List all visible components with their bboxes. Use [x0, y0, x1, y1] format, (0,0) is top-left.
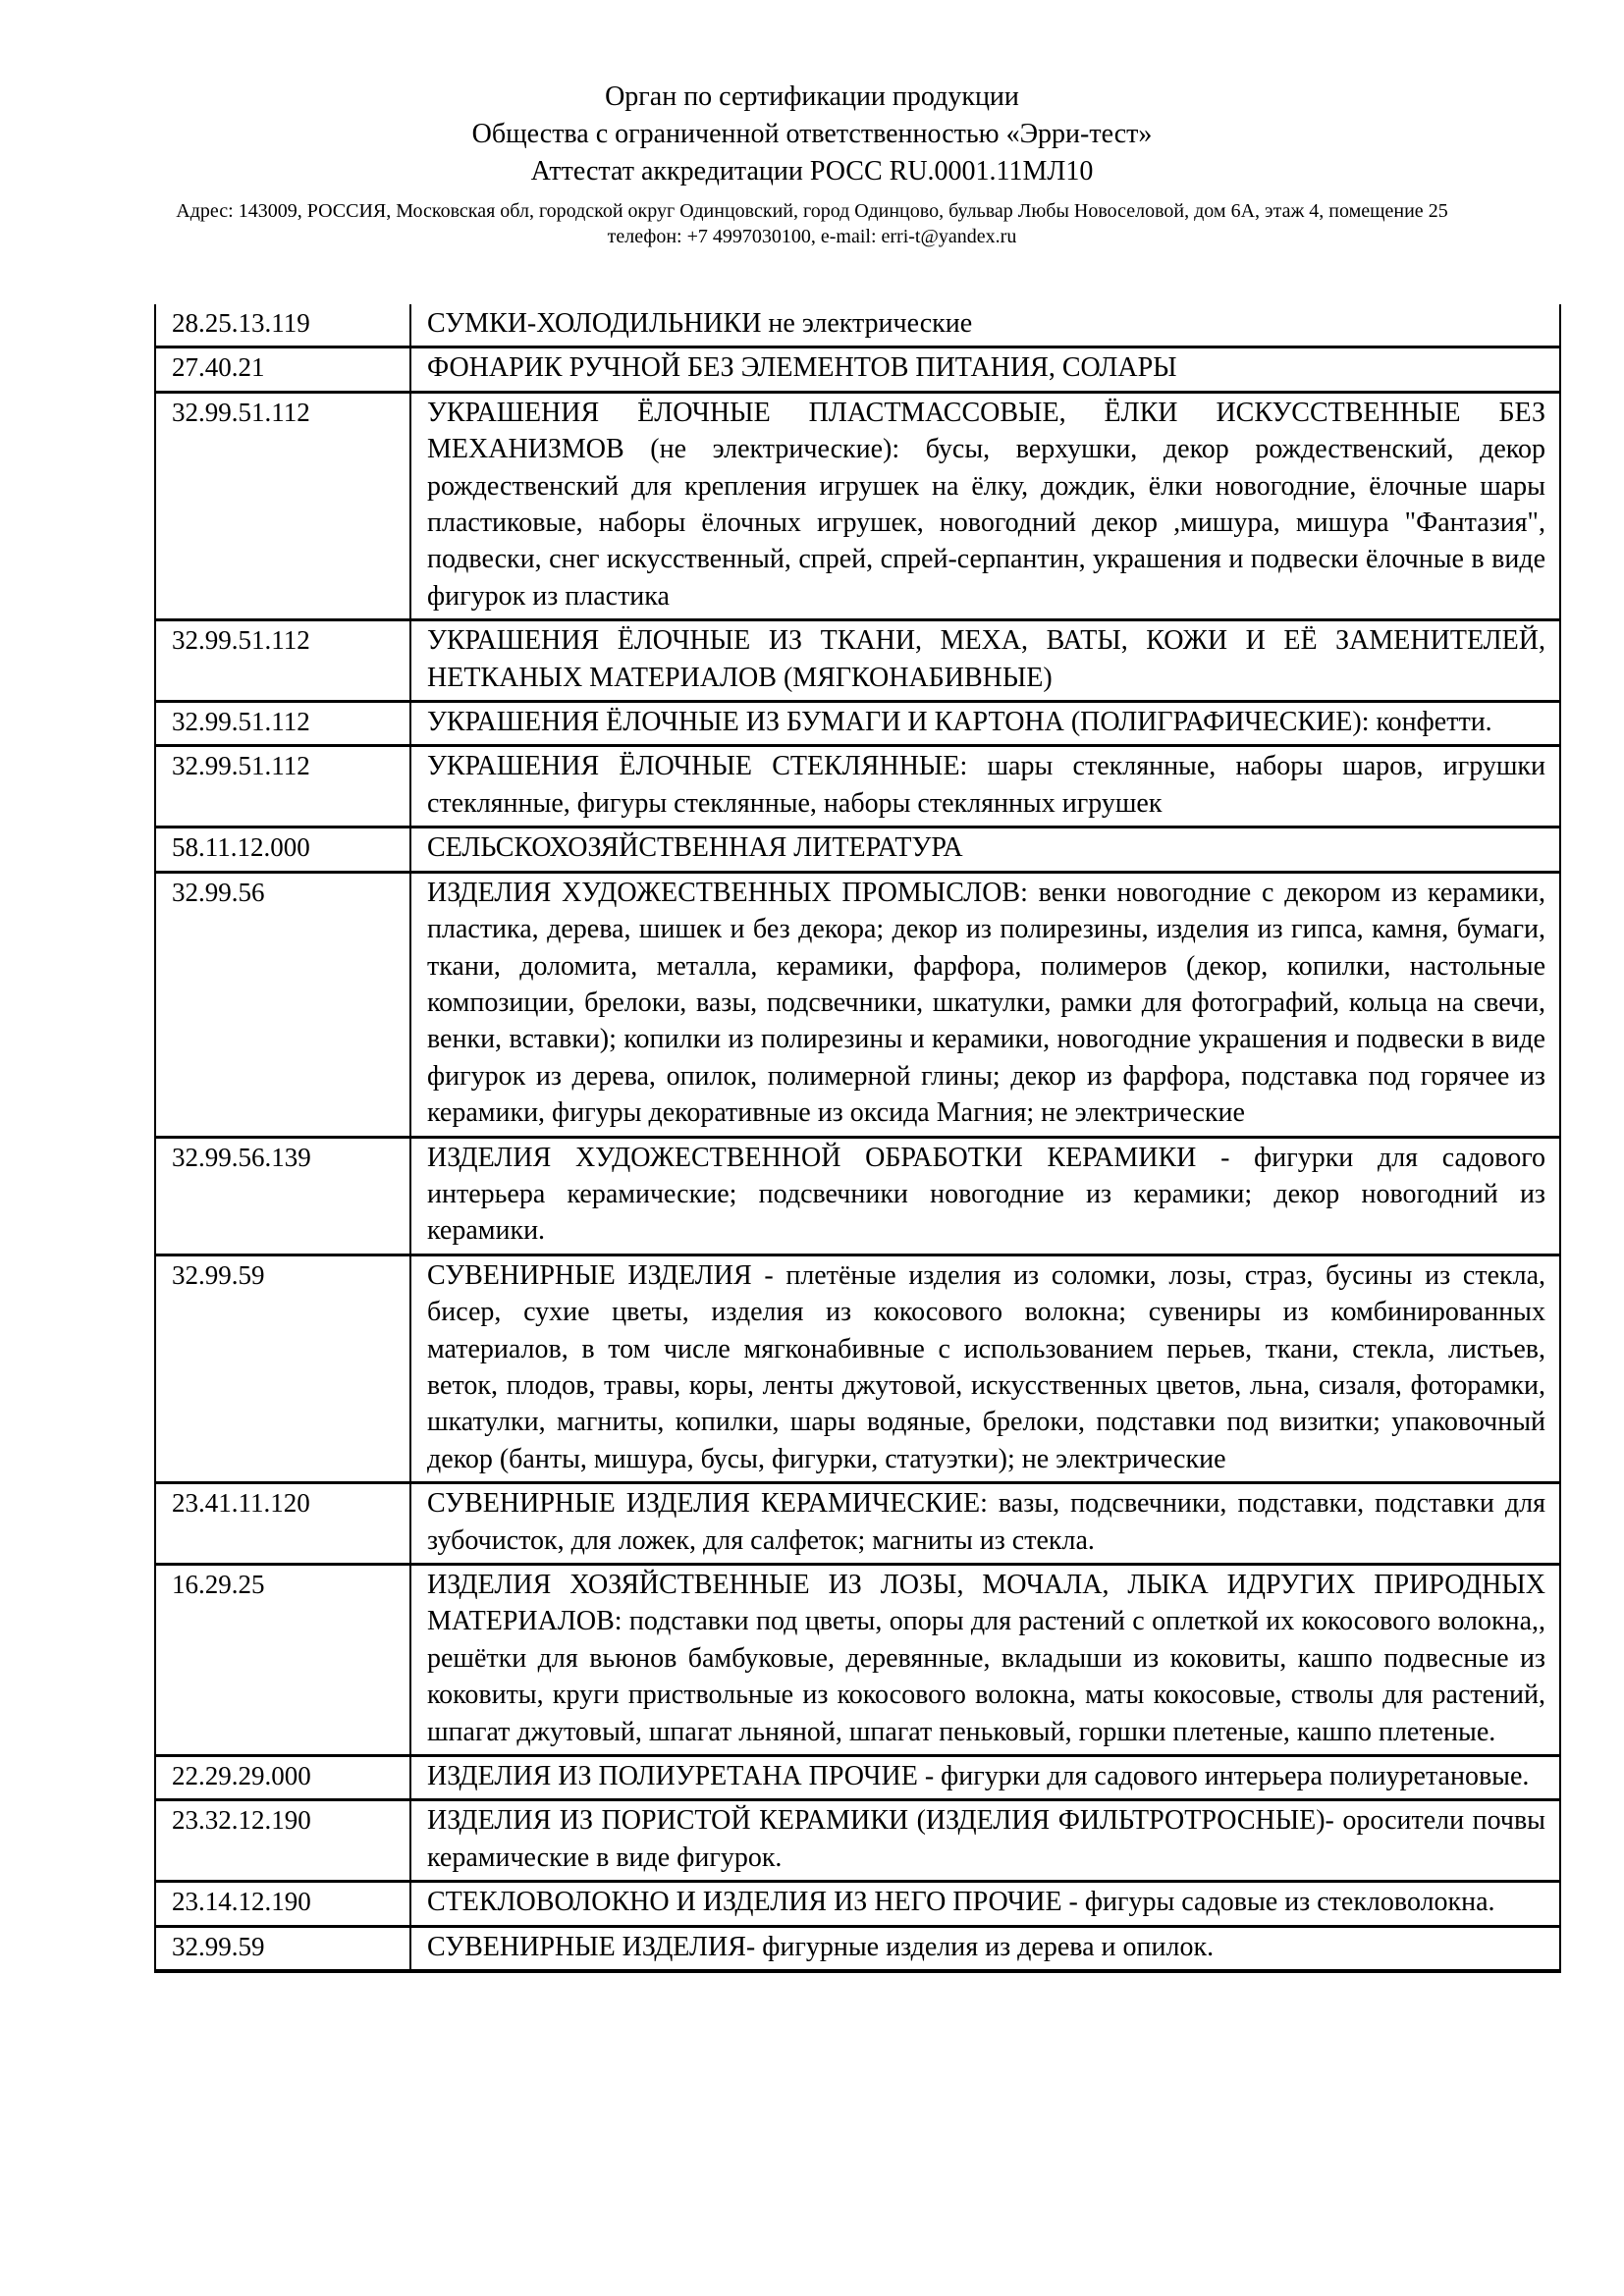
product-code-cell: 22.29.29.000	[155, 1756, 410, 1800]
table-row	[155, 1756, 1560, 1800]
product-description-cell: СУВЕНИРНЫЕ ИЗДЕЛИЯ КЕРАМИЧЕСКИЕ: вазы, подсвечники, подставки, подставки для зубочисток, для ложек, для салфеток; магниты из стекла.	[410, 1483, 1560, 1565]
product-description-cell: СУМКИ-ХОЛОДИЛЬНИКИ не электрические	[410, 304, 1560, 347]
table-row	[155, 1137, 1560, 1255]
table-row	[155, 872, 1560, 1137]
contact-line: телефон: +7 4997030100, e-mail: erri-t@yandex.ru	[607, 226, 1017, 247]
product-description-cell: ИЗДЕЛИЯ ХОЗЯЙСТВЕННЫЕ ИЗ ЛОЗЫ, МОЧАЛА, ЛЫКА ИДРУГИХ ПРИРОДНЫХ МАТЕРИАЛОВ: подставки под цветы, опоры для растений с оплеткой их кокосового волокна,, решётки для вьюнов бамбуковые, деревянные, вкладыши из коковиты, кашпо подвесные из коковиты, круги приствольные из кокосового волокна, маты кокосовые, стволы для растений, шпагат джутовый, шпагат льняной, шпагат пеньковый, горшки плетеные, кашпо плетеные.	[410, 1565, 1560, 1756]
product-code-cell: 32.99.51.112	[155, 392, 410, 619]
product-code-cell: 23.32.12.190	[155, 1800, 410, 1882]
product-code-cell: 32.99.59	[155, 1255, 410, 1482]
product-description-cell: ФОНАРИК РУЧНОЙ БЕЗ ЭЛЕМЕНТОВ ПИТАНИЯ, СОЛАРЫ	[410, 347, 1560, 392]
product-code-cell: 23.41.11.120	[155, 1483, 410, 1565]
product-description-cell: ИЗДЕЛИЯ ХУДОЖЕСТВЕННЫХ ПРОМЫСЛОВ: венки новогодние с декором из керамики, пластика, дерева, шишек и без декора; декор из полирезины, изделия из гипса, камня, бумаги, ткани, доломита, металла, керамики, фарфора, полимеров (декор, копилки, настольные композиции, брелоки, вазы, подсвечники, шкатулки, рамки для фотографий, кольца на свечи, венки, вставки); копилки из полирезины и керамики, новогодние украшения и подвески в виде фигурок из дерева, опилок, полимерной глины; декор из фарфора, подставка под горячее из керамики, фигуры декоративные из оксида Магния; не электрические	[410, 872, 1560, 1137]
org-title-line2: Общества с ограниченной ответственностью «Эрри-тест»	[471, 119, 1153, 149]
product-description-cell: ИЗДЕЛИЯ ИЗ ПОЛИУРЕТАНА ПРОЧИЕ - фигурки для садового интерьера полиуретановые.	[410, 1756, 1560, 1800]
product-code-cell: 32.99.51.112	[155, 620, 410, 702]
table-row	[155, 1565, 1560, 1756]
product-codes-table	[154, 304, 1561, 1973]
product-code-cell: 16.29.25	[155, 1565, 410, 1756]
product-code-cell: 32.99.56.139	[155, 1137, 410, 1255]
product-code-cell: 27.40.21	[155, 347, 410, 392]
table-row	[155, 702, 1560, 746]
product-description-cell: УКРАШЕНИЯ ЁЛОЧНЫЕ ИЗ ТКАНИ, МЕХА, ВАТЫ, КОЖИ И ЕЁ ЗАМЕНИТЕЛЕЙ, НЕТКАНЫХ МАТЕРИАЛОВ (МЯГКОНАБИВНЫЕ)	[410, 620, 1560, 702]
document-header	[0, 0, 1624, 249]
product-description-cell: ИЗДЕЛИЯ ИЗ ПОРИСТОЙ КЕРАМИКИ (ИЗДЕЛИЯ ФИЛЬТРОТРОСНЫЕ)- оросители почвы керамические в виде фигурок.	[410, 1800, 1560, 1882]
product-description-cell: ИЗДЕЛИЯ ХУДОЖЕСТВЕННОЙ ОБРАБОТКИ КЕРАМИКИ - фигурки для садового интерьера керамические; подсвечники новогодние из керамики; декор новогодний из керамики.	[410, 1137, 1560, 1255]
table-row	[155, 746, 1560, 828]
product-description-cell: УКРАШЕНИЯ ЁЛОЧНЫЕ ИЗ БУМАГИ И КАРТОНА (ПОЛИГРАФИЧЕСКИЕ): конфетти.	[410, 702, 1560, 746]
address-line: Адрес: 143009, РОССИЯ, Московская обл, городской округ Одинцовский, город Одинцово, бульвар Любы Новоселовой, дом 6А, этаж 4, помещение 25	[176, 200, 1448, 222]
table-row	[155, 1800, 1560, 1882]
product-code-cell: 32.99.56	[155, 872, 410, 1137]
org-title-line1: Орган по сертификации продукции	[605, 81, 1019, 112]
product-description-cell: СТЕКЛОВОЛОКНО И ИЗДЕЛИЯ ИЗ НЕГО ПРОЧИЕ - фигуры садовые из стекловолокна.	[410, 1882, 1560, 1926]
table-row	[155, 1926, 1560, 1971]
product-code-cell: 28.25.13.119	[155, 304, 410, 347]
product-description-cell: СУВЕНИРНЫЕ ИЗДЕЛИЯ - плетёные изделия из соломки, лозы, страз, бусины из стекла, бисер, сухие цветы, изделия из кокосового волокна; сувениры из комбинированных материалов, в том числе мягконабивные с использованием перьев, ткани, стекла, листьев, веток, плодов, травы, коры, ленты джутовой, искусственных цветов, льна, сизаля, фоторамки, шкатулки, магниты, копилки, шары водяные, брелоки, подставки под визитки; упаковочный декор (банты, мишура, бусы, фигурки, статуэтки); не электрические	[410, 1255, 1560, 1482]
table-row	[155, 304, 1560, 347]
table-row	[155, 1882, 1560, 1926]
product-code-cell: 23.14.12.190	[155, 1882, 410, 1926]
product-description-cell: УКРАШЕНИЯ ЁЛОЧНЫЕ СТЕКЛЯННЫЕ: шары стеклянные, наборы шаров, игрушки стеклянные, фигуры стеклянные, наборы стеклянных игрушек	[410, 746, 1560, 828]
accreditation-line: Аттестат аккредитации РОСС RU.0001.11МЛ10	[530, 156, 1094, 187]
product-code-cell: 58.11.12.000	[155, 828, 410, 872]
product-code-cell: 32.99.59	[155, 1926, 410, 1971]
table-row	[155, 828, 1560, 872]
product-code-cell: 32.99.51.112	[155, 746, 410, 828]
product-description-cell: СУВЕНИРНЫЕ ИЗДЕЛИЯ- фигурные изделия из дерева и опилок.	[410, 1926, 1560, 1971]
table-row	[155, 347, 1560, 392]
table-row	[155, 392, 1560, 619]
product-table-body	[155, 304, 1560, 1971]
table-row	[155, 1255, 1560, 1482]
product-description-cell: СЕЛЬСКОХОЗЯЙСТВЕННАЯ ЛИТЕРАТУРА	[410, 828, 1560, 872]
table-row	[155, 1483, 1560, 1565]
table-row	[155, 620, 1560, 702]
product-code-cell: 32.99.51.112	[155, 702, 410, 746]
product-description-cell: УКРАШЕНИЯ ЁЛОЧНЫЕ ПЛАСТМАССОВЫЕ, ЁЛКИ ИСКУССТВЕННЫЕ БЕЗ МЕХАНИЗМОВ (не электрические): бусы, верхушки, декор рождественский, декор рождественский для крепления игрушек на ёлку, дождик, ёлки новогодние, ёлочные шары пластиковые, наборы ёлочных игрушек, новогодний декор ,мишура, мишура "Фантазия", подвески, снег искусственный, спрей, спрей-серпантин, украшения и подвески ёлочные в виде фигурок из пластика	[410, 392, 1560, 619]
